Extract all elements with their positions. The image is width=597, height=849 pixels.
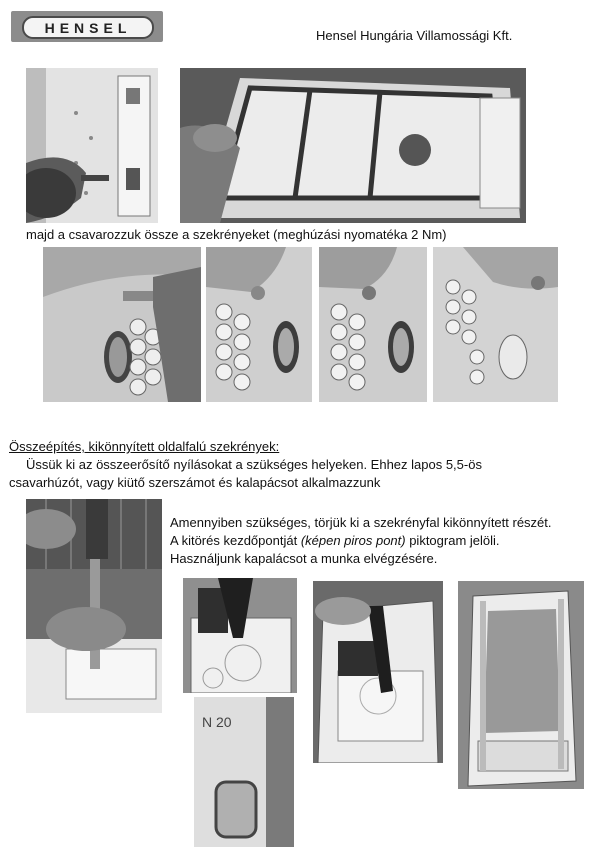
note-line-3: Használjunk kapalácsot a munka elvégzésére. [170,551,438,566]
intro-line-1: Üssük ki az összeerősítő nyílásokat a szükséges helyeken. Ehhez lapos 5,5-ös [26,457,482,472]
photo-screw-3 [319,247,427,402]
photo-knockout-closeup [194,697,294,847]
hensel-logo [11,11,163,42]
note-line-2-pre: A kitörés kezdőpontját [170,533,301,548]
logo-text: HENSEL [22,16,154,39]
photo-screw-2 [206,247,312,402]
photo-open-box [458,581,584,789]
photo-gasket [180,68,526,223]
step-caption: majd a csavarozzuk össze a szekrényeket (meghúzási nyomatéka 2 Nm) [26,227,447,242]
photo-drilling [26,68,158,223]
photo-hammer-box [183,578,297,693]
note-line-2-post: piktogram jelöli. [405,533,500,548]
note-line-2-emphasis: (képen piros pont) [300,533,406,548]
note-line-2 [170,532,500,550]
stamp-text: N 20 [202,714,232,730]
intro-line-2: csavarhúzót, vagy kiütő szerszámot és kalapácsot alkalmazzunk [9,475,381,490]
photo-punch-tool [26,499,162,713]
section-heading: Összeépítés, kikönnyített oldalfalú szekrények: [9,439,280,454]
photo-screw-4 [433,247,558,402]
photo-screw-1 [43,247,201,402]
photo-hammer-open-box [313,581,443,763]
note-line-1: Amennyiben szükséges, törjük ki a szekrényfal kikönnyített részét. [170,515,552,530]
company-name: Hensel Hungária Villamossági Kft. [316,28,513,43]
